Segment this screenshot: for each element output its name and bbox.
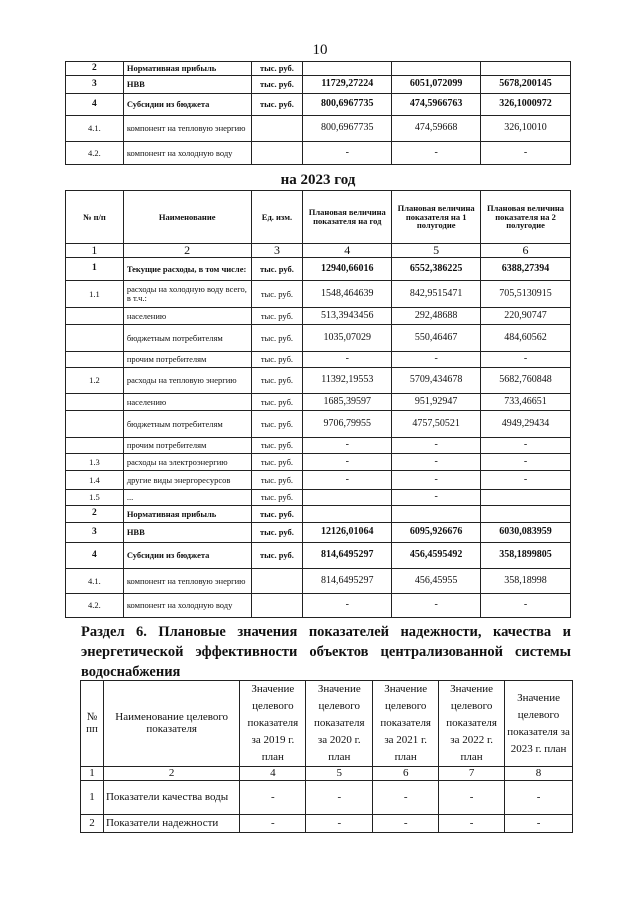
row-number: 1	[81, 781, 104, 815]
value-cell: 456,45955	[392, 569, 481, 594]
value-cell: 11392,19553	[303, 368, 392, 394]
value-cell: 9706,79955	[303, 411, 392, 438]
column-number: 2	[123, 244, 251, 258]
row-name: Субсидии из бюджета	[123, 543, 251, 569]
row-number	[66, 325, 124, 352]
value-cell: 705,5130915	[481, 281, 571, 308]
table-row	[66, 394, 571, 411]
value-cell: 6388,27394	[481, 258, 571, 281]
row-number: 1.3	[66, 454, 124, 471]
row-name: бюджетным потребителям	[123, 325, 251, 352]
row-number: 4.2.	[66, 594, 124, 618]
column-number: 6	[481, 244, 571, 258]
column-number: 3	[251, 244, 303, 258]
row-unit: тыс. руб.	[251, 76, 303, 94]
row-number: 2	[81, 815, 104, 833]
value-cell: 292,48688	[392, 308, 481, 325]
value-cell: 326,1000972	[481, 94, 571, 116]
row-unit: тыс. руб.	[251, 411, 303, 438]
row-number: 1	[66, 258, 124, 281]
column-number: 1	[66, 244, 124, 258]
value-cell: -	[505, 781, 573, 815]
value-cell	[303, 506, 392, 523]
row-name: Нормативная прибыль	[123, 506, 251, 523]
row-name: компонент на тепловую энергию	[123, 116, 251, 142]
value-cell	[481, 506, 571, 523]
header-cell: Значение целевого показателя за 2022 г. план	[439, 681, 505, 767]
value-cell: 814,6495297	[303, 569, 392, 594]
row-name: другие виды энергоресурсов	[123, 471, 251, 490]
value-cell: 733,46651	[481, 394, 571, 411]
value-cell: 1548,464639	[303, 281, 392, 308]
row-name: бюджетным потребителям	[123, 411, 251, 438]
column-number: 1	[81, 767, 104, 781]
value-cell: -	[303, 142, 392, 165]
value-cell: 456,4595492	[392, 543, 481, 569]
value-cell: -	[392, 471, 481, 490]
row-unit: тыс. руб.	[251, 258, 303, 281]
table-row	[66, 569, 571, 594]
table-row	[66, 94, 571, 116]
row-unit: тыс. руб.	[251, 454, 303, 471]
row-name: Субсидии из бюджета	[123, 94, 251, 116]
row-unit: тыс. руб.	[251, 368, 303, 394]
value-cell: 842,9515471	[392, 281, 481, 308]
value-cell	[481, 62, 571, 76]
row-unit: тыс. руб.	[251, 438, 303, 454]
row-name: расходы на холодную воду всего, в т.ч.:	[123, 281, 251, 308]
column-number: 4	[240, 767, 306, 781]
column-number: 7	[439, 767, 505, 781]
table-row	[66, 116, 571, 142]
value-cell: -	[439, 781, 505, 815]
top-table	[65, 61, 571, 165]
table-row	[66, 76, 571, 94]
row-name: Нормативная прибыль	[123, 62, 251, 76]
table-row	[66, 543, 571, 569]
value-cell: -	[481, 352, 571, 368]
value-cell: 513,3943456	[303, 308, 392, 325]
row-unit	[251, 594, 303, 618]
row-number: 1.4	[66, 471, 124, 490]
value-cell: 800,6967735	[303, 94, 392, 116]
row-name: Текущие расходы, в том числе:	[123, 258, 251, 281]
year-heading: на 2023 год	[280, 172, 356, 188]
row-name: компонент на холодную воду	[123, 594, 251, 618]
row-name: Показатели надежности	[103, 815, 239, 833]
row-name: населению	[123, 394, 251, 411]
row-unit	[251, 116, 303, 142]
value-cell: -	[481, 454, 571, 471]
row-number	[66, 308, 124, 325]
table-row	[66, 471, 571, 490]
value-cell: 4949,29434	[481, 411, 571, 438]
row-name: компонент на тепловую энергию	[123, 569, 251, 594]
row-number	[66, 411, 124, 438]
row-unit: тыс. руб.	[251, 62, 303, 76]
row-unit: тыс. руб.	[251, 490, 303, 506]
table-row	[66, 490, 571, 506]
row-number: 4	[66, 94, 124, 116]
main-table	[65, 190, 571, 618]
value-cell: 6552,386225	[392, 258, 481, 281]
value-cell: -	[306, 781, 373, 815]
table-row	[66, 594, 571, 618]
table-row	[66, 352, 571, 368]
value-cell: -	[392, 490, 481, 506]
value-cell	[392, 62, 481, 76]
value-cell: -	[240, 781, 306, 815]
header-cell: № п/п	[66, 191, 124, 244]
value-cell: 951,92947	[392, 394, 481, 411]
row-unit: тыс. руб.	[251, 94, 303, 116]
value-cell: 800,6967735	[303, 116, 392, 142]
value-cell: 6095,926676	[392, 523, 481, 543]
value-cell: 5709,434678	[392, 368, 481, 394]
row-number: 4.1.	[66, 116, 124, 142]
value-cell: -	[392, 454, 481, 471]
value-cell: -	[392, 594, 481, 618]
row-unit	[251, 569, 303, 594]
header-cell: Плановая величина показателя на 1 полугодие	[392, 191, 481, 244]
value-cell: 814,6495297	[303, 543, 392, 569]
row-name: расходы на электроэнергию	[123, 454, 251, 471]
header-cell: Наименование целевого показателя	[103, 681, 239, 767]
row-unit: тыс. руб.	[251, 352, 303, 368]
table-row	[66, 454, 571, 471]
value-cell: 484,60562	[481, 325, 571, 352]
value-cell: -	[481, 471, 571, 490]
row-name: Показатели качества воды	[103, 781, 239, 815]
table-row	[66, 506, 571, 523]
value-cell: 5682,760848	[481, 368, 571, 394]
header-cell: Значение целевого показателя за 2020 г. план	[306, 681, 373, 767]
row-name: прочим потребителям	[123, 438, 251, 454]
row-number: 2	[66, 62, 124, 76]
value-cell	[392, 506, 481, 523]
value-cell: -	[240, 815, 306, 833]
row-number	[66, 438, 124, 454]
table-row	[66, 281, 571, 308]
row-name: НВВ	[123, 76, 251, 94]
header-cell: Наименование	[123, 191, 251, 244]
value-cell: 220,90747	[481, 308, 571, 325]
value-cell	[303, 490, 392, 506]
value-cell: -	[303, 438, 392, 454]
value-cell: 358,18998	[481, 569, 571, 594]
table-row	[66, 523, 571, 543]
row-name: прочим потребителям	[123, 352, 251, 368]
row-name: расходы на тепловую энергию	[123, 368, 251, 394]
value-cell: -	[373, 815, 439, 833]
row-number: 1.5	[66, 490, 124, 506]
row-unit	[251, 142, 303, 165]
table-row	[66, 438, 571, 454]
value-cell: -	[373, 781, 439, 815]
header-cell: Плановая величина показателя на год	[303, 191, 392, 244]
value-cell: -	[505, 815, 573, 833]
section-title: Раздел 6. Плановые значения показателей надежности, качества и энергетической эффективности объектов централизованной системы водоснабжения	[81, 624, 571, 680]
value-cell: -	[392, 142, 481, 165]
column-number: 4	[303, 244, 392, 258]
value-cell: 12940,66016	[303, 258, 392, 281]
header-cell: Значение целевого показателя за 2021 г. план	[373, 681, 439, 767]
row-name: компонент на холодную воду	[123, 142, 251, 165]
table-row	[66, 368, 571, 394]
value-cell: 358,1899805	[481, 543, 571, 569]
row-number: 4.2.	[66, 142, 124, 165]
value-cell: 474,59668	[392, 116, 481, 142]
value-cell: 5678,200145	[481, 76, 571, 94]
row-unit: тыс. руб.	[251, 325, 303, 352]
table-row	[66, 325, 571, 352]
value-cell: 6030,083959	[481, 523, 571, 543]
table-row	[66, 308, 571, 325]
value-cell: -	[392, 438, 481, 454]
column-number: 6	[373, 767, 439, 781]
value-cell: -	[306, 815, 373, 833]
header-cell: Ед. изм.	[251, 191, 303, 244]
header-cell: Значение целевого показателя за 2023 г. план	[505, 681, 573, 767]
value-cell: 550,46467	[392, 325, 481, 352]
row-number: 2	[66, 506, 124, 523]
row-number: 1.1	[66, 281, 124, 308]
value-cell: -	[481, 438, 571, 454]
value-cell: 6051,072099	[392, 76, 481, 94]
header-cell: Значение целевого показателя за 2019 г. план	[240, 681, 306, 767]
table-row	[66, 258, 571, 281]
row-name: населению	[123, 308, 251, 325]
value-cell: -	[303, 454, 392, 471]
value-cell: -	[303, 594, 392, 618]
indicators-table	[80, 680, 573, 833]
value-cell: 11729,27224	[303, 76, 392, 94]
header-cell: Плановая величина показателя на 2 полугодие	[481, 191, 571, 244]
table-row	[66, 411, 571, 438]
row-unit: тыс. руб.	[251, 543, 303, 569]
table-row	[66, 142, 571, 165]
value-cell: 326,10010	[481, 116, 571, 142]
row-number: 4	[66, 543, 124, 569]
value-cell: 1035,07029	[303, 325, 392, 352]
row-number: 1.2	[66, 368, 124, 394]
table-row	[81, 781, 573, 815]
value-cell: -	[481, 142, 571, 165]
table-row	[81, 815, 573, 833]
header-cell: № пп	[81, 681, 104, 767]
row-unit: тыс. руб.	[251, 471, 303, 490]
row-number	[66, 394, 124, 411]
value-cell: 4757,50521	[392, 411, 481, 438]
column-number: 5	[306, 767, 373, 781]
row-unit: тыс. руб.	[251, 281, 303, 308]
row-unit: тыс. руб.	[251, 394, 303, 411]
row-number: 3	[66, 523, 124, 543]
page-number: 10	[312, 42, 328, 58]
row-unit: тыс. руб.	[251, 523, 303, 543]
value-cell: -	[303, 471, 392, 490]
row-number	[66, 352, 124, 368]
value-cell: -	[392, 352, 481, 368]
value-cell: 474,5966763	[392, 94, 481, 116]
row-number: 4.1.	[66, 569, 124, 594]
table-row	[66, 62, 571, 76]
value-cell: 12126,01064	[303, 523, 392, 543]
value-cell	[303, 62, 392, 76]
column-number: 8	[505, 767, 573, 781]
value-cell: 1685,39597	[303, 394, 392, 411]
row-number: 3	[66, 76, 124, 94]
column-number: 5	[392, 244, 481, 258]
row-unit: тыс. руб.	[251, 506, 303, 523]
row-unit: тыс. руб.	[251, 308, 303, 325]
value-cell	[481, 490, 571, 506]
value-cell: -	[303, 352, 392, 368]
value-cell: -	[439, 815, 505, 833]
row-name: НВВ	[123, 523, 251, 543]
value-cell: -	[481, 594, 571, 618]
row-name: ...	[123, 490, 251, 506]
column-number: 2	[103, 767, 239, 781]
